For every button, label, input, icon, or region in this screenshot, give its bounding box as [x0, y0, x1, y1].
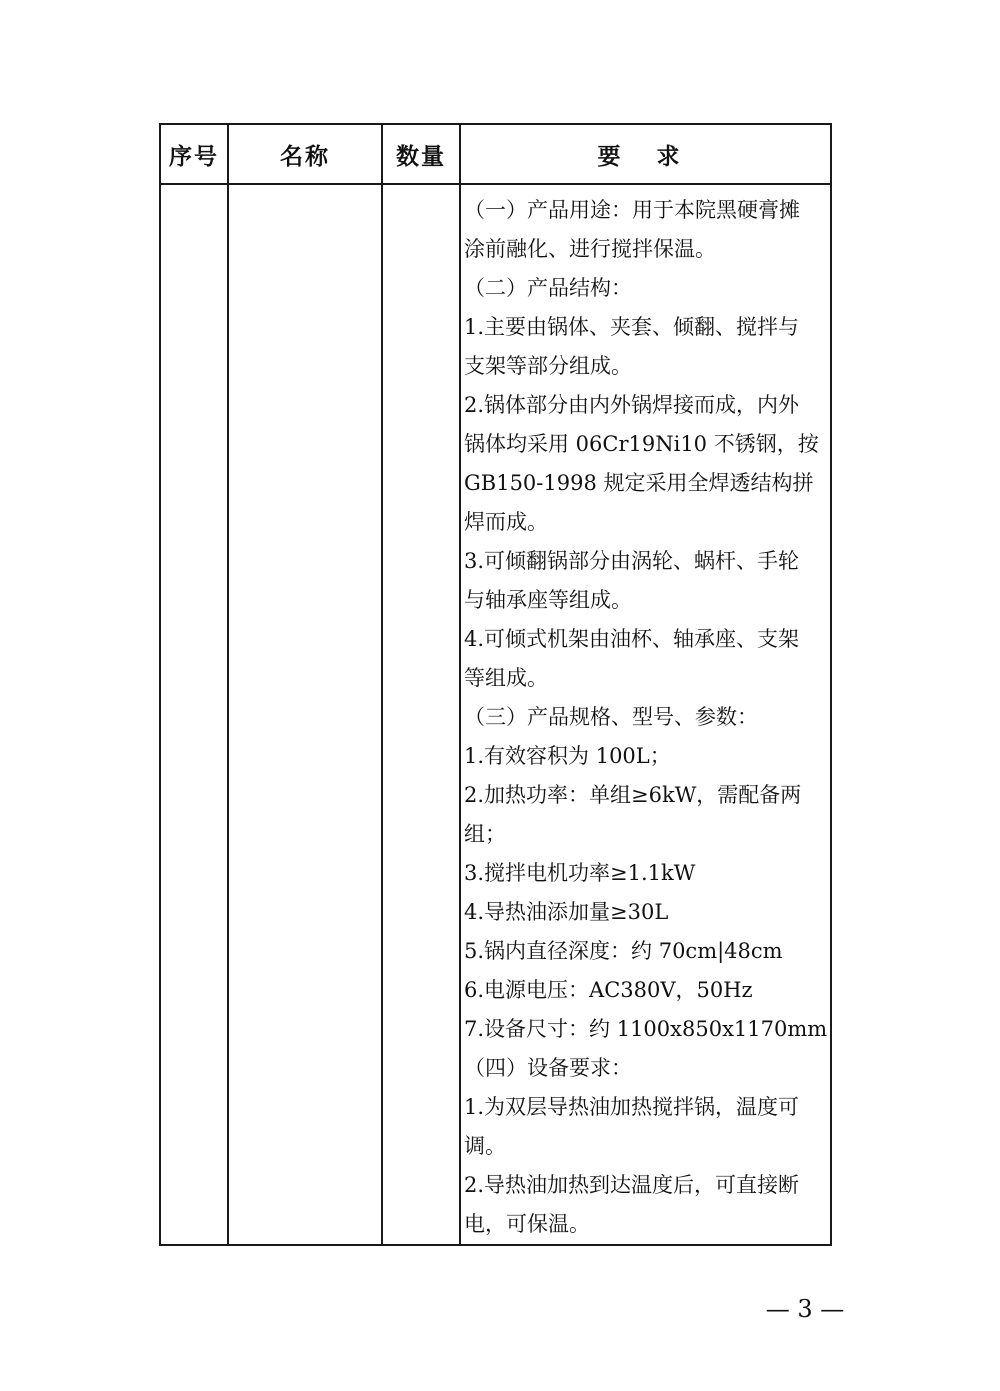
requirement-line: 4.导热油添加量≥30L	[464, 900, 669, 924]
table-header-row	[160, 124, 831, 184]
requirement-line: 涂前融化、进行搅拌保温。	[464, 237, 716, 261]
requirement-line: （二）产品结构：	[464, 276, 632, 300]
cell-requirements	[460, 184, 831, 1245]
requirement-line: 6.电源电压：AC380V，50Hz	[464, 978, 753, 1002]
requirement-line: 3.搅拌电机功率≥1.1kW	[464, 861, 696, 885]
requirement-line: 1.有效容积为 100L；	[464, 744, 671, 768]
requirement-line: 3.可倾翻锅部分由涡轮、蜗杆、手轮	[464, 549, 800, 573]
requirement-line: GB150-1998 规定采用全焊透结构拼	[464, 471, 814, 495]
requirements-text	[461, 185, 830, 1244]
requirement-line: （四）设备要求：	[464, 1056, 632, 1080]
requirement-line: 调。	[464, 1134, 506, 1158]
requirement-line: 组；	[464, 822, 506, 846]
requirement-line: 1.主要由锅体、夹套、倾翻、搅拌与	[464, 315, 800, 339]
cell-serial-number	[160, 184, 228, 1245]
requirement-line: 2.锅体部分由内外锅焊接而成，内外	[464, 393, 800, 417]
requirement-line: 5.锅内直径深度：约 70cm|48cm	[464, 939, 783, 963]
requirement-line: （一）产品用途：用于本院黑硬膏摊	[464, 198, 800, 222]
requirements-table	[159, 123, 832, 1246]
cell-name	[228, 184, 382, 1245]
requirement-line: 2.加热功率：单组≥6kW，需配备两	[464, 783, 802, 807]
table-row	[160, 184, 831, 1245]
requirement-line: 支架等部分组成。	[464, 354, 632, 378]
header-name: 名称	[228, 124, 382, 184]
cell-quantity	[382, 184, 460, 1245]
header-requirements: 要 求	[460, 124, 831, 184]
requirement-line: 7.设备尺寸：约 1100x850x1170mm	[464, 1017, 828, 1041]
requirement-line: （三）产品规格、型号、参数：	[464, 705, 758, 729]
page-number: — 3 —	[765, 1295, 845, 1323]
requirement-line: 与轴承座等组成。	[464, 588, 632, 612]
header-quantity: 数量	[382, 124, 460, 184]
requirement-line: 焊而成。	[464, 510, 548, 534]
requirement-line: 等组成。	[464, 666, 548, 690]
header-serial-number: 序号	[160, 124, 228, 184]
requirement-line: 4.可倾式机架由油杯、轴承座、支架	[464, 627, 800, 651]
requirement-line: 1.为双层导热油加热搅拌锅，温度可	[464, 1095, 800, 1119]
requirement-line: 锅体均采用 06Cr19Ni10 不锈钢，按	[464, 432, 819, 456]
requirement-line: 2.导热油加热到达温度后，可直接断	[464, 1173, 800, 1197]
requirement-line: 电，可保温。	[464, 1212, 590, 1236]
